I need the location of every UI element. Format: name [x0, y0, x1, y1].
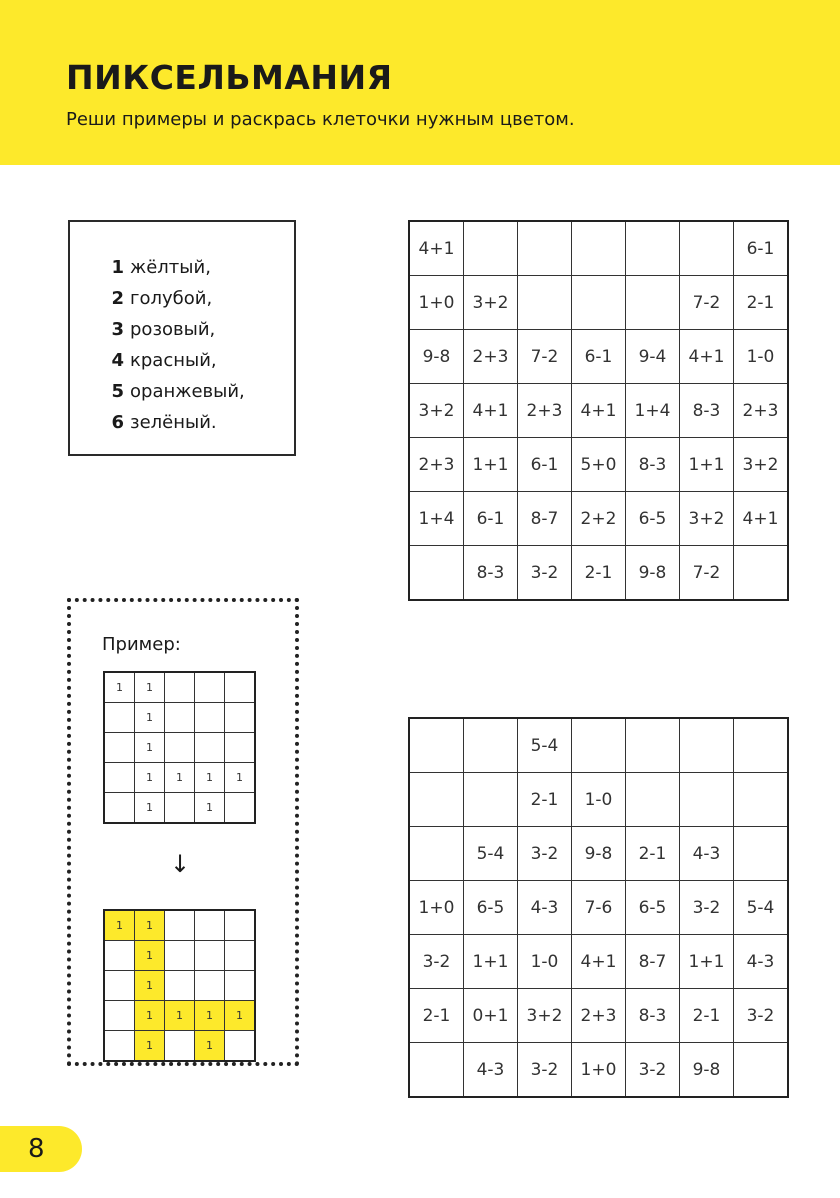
grid-cell[interactable]: 8-3: [680, 384, 734, 438]
legend-color-name: жёлтый,: [130, 257, 211, 278]
grid-cell[interactable]: [734, 1043, 789, 1098]
grid-cell[interactable]: 2-1: [518, 773, 572, 827]
legend-number: 5: [111, 381, 124, 402]
pixel-grid-1: [408, 220, 789, 601]
grid-cell[interactable]: 6-5: [464, 881, 518, 935]
grid-row: [104, 703, 255, 733]
grid-cell[interactable]: [165, 1031, 195, 1062]
grid-cell[interactable]: 3-2: [734, 989, 789, 1043]
grid-row: [409, 492, 788, 546]
grid-cell[interactable]: 1: [195, 1031, 225, 1062]
page-title: ПИКСЕЛЬМАНИЯ: [66, 58, 393, 97]
grid-cell[interactable]: 1-0: [572, 773, 626, 827]
grid-cell[interactable]: 1: [195, 1001, 225, 1031]
grid-cell[interactable]: 3-2: [518, 1043, 572, 1098]
grid-cell[interactable]: 1+1: [464, 438, 518, 492]
grid-row: [409, 718, 788, 773]
grid-row: [409, 989, 788, 1043]
grid-cell[interactable]: 5-4: [734, 881, 789, 935]
grid-cell[interactable]: [734, 546, 789, 601]
grid-row: [409, 330, 788, 384]
grid-cell[interactable]: 7-2: [680, 276, 734, 330]
grid-cell[interactable]: 1: [225, 1001, 256, 1031]
grid-cell[interactable]: 5-4: [464, 827, 518, 881]
grid-cell[interactable]: 8-7: [518, 492, 572, 546]
grid-row: [104, 971, 255, 1001]
legend-item: [108, 252, 245, 283]
grid-cell[interactable]: 8-3: [464, 546, 518, 601]
grid-cell[interactable]: [104, 971, 135, 1001]
grid-cell[interactable]: [734, 718, 789, 773]
grid-row: [409, 935, 788, 989]
grid-cell[interactable]: 1: [135, 763, 165, 793]
grid-cell[interactable]: 1: [135, 910, 165, 941]
grid-cell[interactable]: 1: [135, 941, 165, 971]
grid-cell[interactable]: [734, 827, 789, 881]
grid-cell[interactable]: [626, 773, 680, 827]
grid-cell[interactable]: [518, 276, 572, 330]
grid-cell[interactable]: 2+2: [572, 492, 626, 546]
grid-cell[interactable]: [195, 941, 225, 971]
grid-cell[interactable]: [104, 1031, 135, 1062]
grid-cell[interactable]: 6-1: [734, 221, 789, 276]
grid-cell[interactable]: 9-8: [572, 827, 626, 881]
grid-cell[interactable]: [464, 773, 518, 827]
grid-cell[interactable]: 2+3: [464, 330, 518, 384]
grid-cell[interactable]: 1-0: [734, 330, 789, 384]
grid-row: [409, 881, 788, 935]
grid-row: [409, 827, 788, 881]
legend-number: 3: [111, 319, 124, 340]
grid-cell[interactable]: [104, 941, 135, 971]
grid-cell[interactable]: 4+1: [464, 384, 518, 438]
grid-cell[interactable]: 2+3: [409, 438, 464, 492]
grid-cell[interactable]: 4+1: [734, 492, 789, 546]
grid-row: [409, 384, 788, 438]
grid-cell[interactable]: 9-8: [409, 330, 464, 384]
grid-cell[interactable]: [409, 1043, 464, 1098]
grid-cell[interactable]: 1: [135, 793, 165, 824]
grid-cell[interactable]: [104, 703, 135, 733]
grid-cell[interactable]: [225, 793, 256, 824]
grid-row: [409, 221, 788, 276]
grid-cell[interactable]: 4-3: [680, 827, 734, 881]
grid-cell[interactable]: 6-1: [572, 330, 626, 384]
grid-cell[interactable]: 1: [135, 971, 165, 1001]
grid-cell[interactable]: [104, 763, 135, 793]
grid-cell[interactable]: 3-2: [680, 881, 734, 935]
arrow-down-icon: ↓: [170, 850, 191, 878]
page-subtitle: Реши примеры и раскрась клеточки нужным цветом.: [66, 109, 575, 130]
grid-cell[interactable]: [409, 718, 464, 773]
grid-cell[interactable]: [165, 672, 195, 703]
grid-cell[interactable]: 1+1: [680, 935, 734, 989]
grid-row: [104, 793, 255, 824]
color-legend: [68, 220, 296, 456]
grid-cell[interactable]: [572, 221, 626, 276]
grid-cell[interactable]: 2+3: [572, 989, 626, 1043]
grid-row: [409, 438, 788, 492]
grid-row: [104, 941, 255, 971]
pixel-grid-2: [408, 717, 789, 1098]
grid-cell[interactable]: 1+1: [464, 935, 518, 989]
grid-cell[interactable]: 4-3: [518, 881, 572, 935]
legend-color-name: розовый,: [130, 319, 216, 340]
grid-cell[interactable]: 2-1: [409, 989, 464, 1043]
grid-cell[interactable]: 3-2: [518, 546, 572, 601]
grid-row: [104, 910, 255, 941]
grid-cell[interactable]: 6-1: [464, 492, 518, 546]
grid-cell[interactable]: 8-3: [626, 989, 680, 1043]
grid-cell[interactable]: 1+0: [409, 276, 464, 330]
grid-cell[interactable]: 4-3: [464, 1043, 518, 1098]
legend-color-name: голубой,: [130, 288, 213, 309]
legend-item: [108, 345, 245, 376]
legend-number: 1: [111, 257, 124, 278]
grid-cell[interactable]: [680, 221, 734, 276]
grid-cell[interactable]: [195, 672, 225, 703]
grid-cell[interactable]: [409, 546, 464, 601]
grid-cell[interactable]: 9-8: [626, 546, 680, 601]
grid-cell[interactable]: 1: [135, 703, 165, 733]
grid-cell[interactable]: 1-0: [518, 935, 572, 989]
grid-cell[interactable]: [195, 971, 225, 1001]
legend-color-name: оранжевый,: [130, 381, 245, 402]
grid-cell[interactable]: 4+1: [680, 330, 734, 384]
legend-number: 2: [111, 288, 124, 309]
grid-cell[interactable]: [195, 910, 225, 941]
grid-cell[interactable]: 2-1: [626, 827, 680, 881]
grid-cell[interactable]: [165, 941, 195, 971]
legend-item: [108, 283, 245, 314]
grid-cell[interactable]: 1: [165, 1001, 195, 1031]
grid-cell[interactable]: [626, 718, 680, 773]
grid-cell[interactable]: [409, 827, 464, 881]
grid-cell[interactable]: 1: [225, 763, 256, 793]
grid-cell[interactable]: 1+1: [680, 438, 734, 492]
grid-cell[interactable]: [626, 221, 680, 276]
grid-cell[interactable]: 3+2: [464, 276, 518, 330]
grid-cell[interactable]: [104, 793, 135, 824]
grid-cell[interactable]: [225, 672, 256, 703]
grid-row: [104, 1031, 255, 1062]
grid-cell[interactable]: [104, 733, 135, 763]
legend-item: [108, 376, 245, 407]
legend-number: 4: [111, 350, 124, 371]
grid-cell[interactable]: [409, 773, 464, 827]
grid-cell[interactable]: [464, 221, 518, 276]
grid-cell[interactable]: [225, 1031, 256, 1062]
grid-row: [409, 276, 788, 330]
grid-cell[interactable]: [225, 703, 256, 733]
grid-cell[interactable]: [165, 910, 195, 941]
grid-cell[interactable]: 3+2: [409, 384, 464, 438]
grid-cell[interactable]: [680, 718, 734, 773]
grid-cell[interactable]: 3-2: [409, 935, 464, 989]
grid-cell[interactable]: 6-1: [518, 438, 572, 492]
grid-cell[interactable]: 1+4: [409, 492, 464, 546]
grid-cell[interactable]: [195, 703, 225, 733]
grid-cell[interactable]: 3-2: [518, 827, 572, 881]
grid-cell[interactable]: [225, 910, 256, 941]
example-grid-before: [103, 671, 256, 824]
grid-cell[interactable]: [165, 733, 195, 763]
grid-cell[interactable]: 3+2: [680, 492, 734, 546]
grid-row: [104, 763, 255, 793]
grid-cell[interactable]: 1: [135, 1031, 165, 1062]
grid-cell[interactable]: 5+0: [572, 438, 626, 492]
grid-cell[interactable]: 9-8: [680, 1043, 734, 1098]
grid-cell[interactable]: 1: [195, 763, 225, 793]
grid-cell[interactable]: 4+1: [409, 221, 464, 276]
grid-cell[interactable]: 1: [135, 733, 165, 763]
grid-cell[interactable]: 1: [104, 910, 135, 941]
grid-cell[interactable]: [195, 733, 225, 763]
grid-cell[interactable]: 6-5: [626, 492, 680, 546]
grid-cell[interactable]: 3+2: [518, 989, 572, 1043]
grid-cell[interactable]: 7-2: [680, 546, 734, 601]
grid-cell[interactable]: [225, 733, 256, 763]
grid-cell[interactable]: 3-2: [626, 1043, 680, 1098]
grid-cell[interactable]: 7-6: [572, 881, 626, 935]
legend-list: [108, 252, 245, 438]
grid-cell[interactable]: 8-3: [626, 438, 680, 492]
grid-cell[interactable]: 1: [104, 672, 135, 703]
grid-row: [104, 733, 255, 763]
legend-color-name: красный,: [130, 350, 217, 371]
grid-cell[interactable]: 4+1: [572, 935, 626, 989]
legend-number: 6: [111, 412, 124, 433]
grid-cell[interactable]: 1: [165, 763, 195, 793]
grid-row: [104, 1001, 255, 1031]
grid-cell[interactable]: 1+0: [409, 881, 464, 935]
example-grid-after: [103, 909, 256, 1062]
grid-cell[interactable]: [104, 1001, 135, 1031]
grid-row: [409, 546, 788, 601]
grid-row: [104, 672, 255, 703]
grid-cell[interactable]: [165, 703, 195, 733]
grid-cell[interactable]: 6-5: [626, 881, 680, 935]
grid-cell[interactable]: [572, 718, 626, 773]
grid-cell[interactable]: 4+1: [572, 384, 626, 438]
grid-cell[interactable]: 2-1: [734, 276, 789, 330]
page-number: 8: [28, 1134, 45, 1164]
grid-cell[interactable]: 3+2: [734, 438, 789, 492]
grid-cell[interactable]: 0+1: [464, 989, 518, 1043]
grid-cell[interactable]: 1+0: [572, 1043, 626, 1098]
grid-cell[interactable]: 1+4: [626, 384, 680, 438]
grid-cell[interactable]: [165, 971, 195, 1001]
grid-cell[interactable]: [165, 793, 195, 824]
grid-cell[interactable]: [464, 718, 518, 773]
grid-cell[interactable]: 5-4: [518, 718, 572, 773]
grid-cell[interactable]: 2-1: [572, 546, 626, 601]
legend-color-name: зелёный.: [130, 412, 217, 433]
grid-cell[interactable]: 2-1: [680, 989, 734, 1043]
grid-cell[interactable]: [734, 773, 789, 827]
grid-cell[interactable]: 4-3: [734, 935, 789, 989]
grid-cell[interactable]: [572, 276, 626, 330]
grid-cell[interactable]: 1: [135, 672, 165, 703]
grid-cell[interactable]: 2+3: [734, 384, 789, 438]
example-label: Пример:: [102, 634, 181, 655]
grid-cell[interactable]: 1: [135, 1001, 165, 1031]
legend-item: [108, 407, 245, 438]
grid-row: [409, 1043, 788, 1098]
grid-cell[interactable]: 8-7: [626, 935, 680, 989]
grid-cell[interactable]: [225, 941, 256, 971]
grid-row: [409, 773, 788, 827]
grid-cell[interactable]: [626, 276, 680, 330]
grid-cell[interactable]: [225, 971, 256, 1001]
grid-cell[interactable]: [518, 221, 572, 276]
grid-cell[interactable]: 7-2: [518, 330, 572, 384]
grid-cell[interactable]: [680, 773, 734, 827]
grid-cell[interactable]: 9-4: [626, 330, 680, 384]
grid-cell[interactable]: 2+3: [518, 384, 572, 438]
legend-item: [108, 314, 245, 345]
grid-cell[interactable]: 1: [195, 793, 225, 824]
